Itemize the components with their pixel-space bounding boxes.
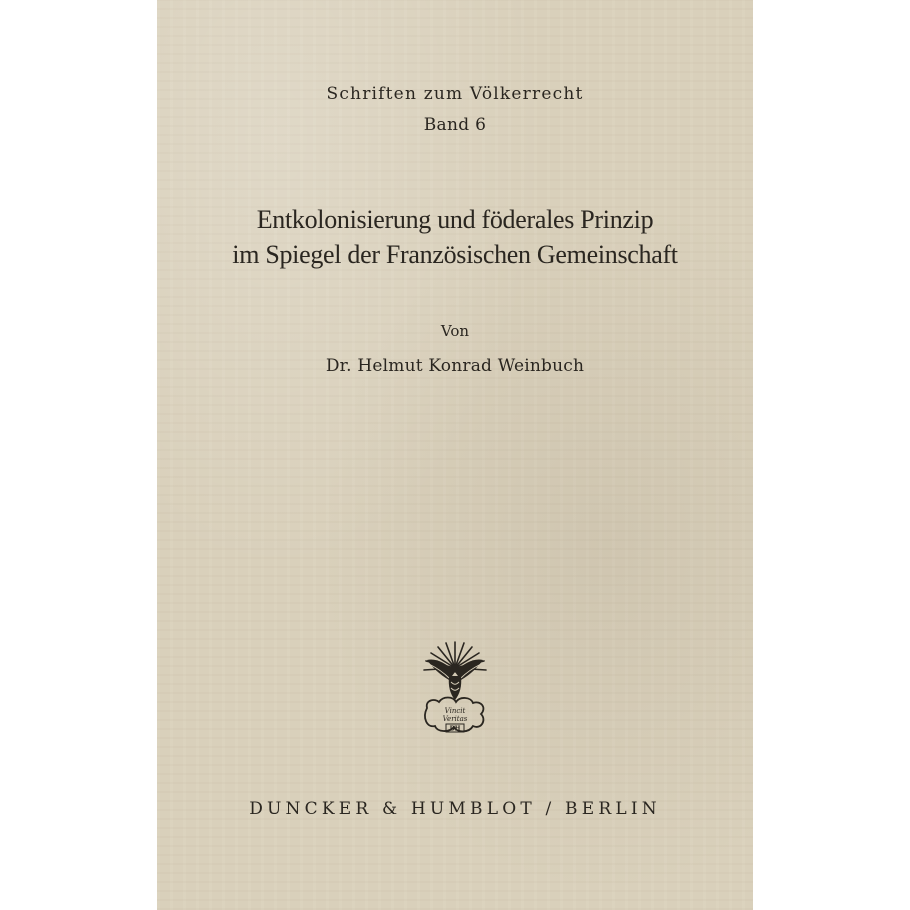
publisher-name: DUNCKER & HUMBLOT / BERLIN (249, 799, 661, 819)
book-cover (157, 0, 753, 910)
eagle-sunburst-icon (419, 638, 491, 738)
by-label: Von (440, 322, 470, 340)
svg-text:Vincit: Vincit (444, 707, 466, 715)
book-title-line-2: im Spiegel der Französischen Gemeinschaft (232, 240, 678, 269)
author-name: Dr. Helmut Konrad Weinbuch (325, 356, 585, 376)
volume-number: Band 6 (423, 115, 487, 135)
svg-text:DH: DH (449, 725, 461, 733)
series-title: Schriften zum Völkerrecht (326, 84, 584, 104)
book-title-line-1: Entkolonisierung und föderales Prinzip (256, 205, 654, 234)
svg-text:Veritas: Veritas (442, 715, 468, 723)
